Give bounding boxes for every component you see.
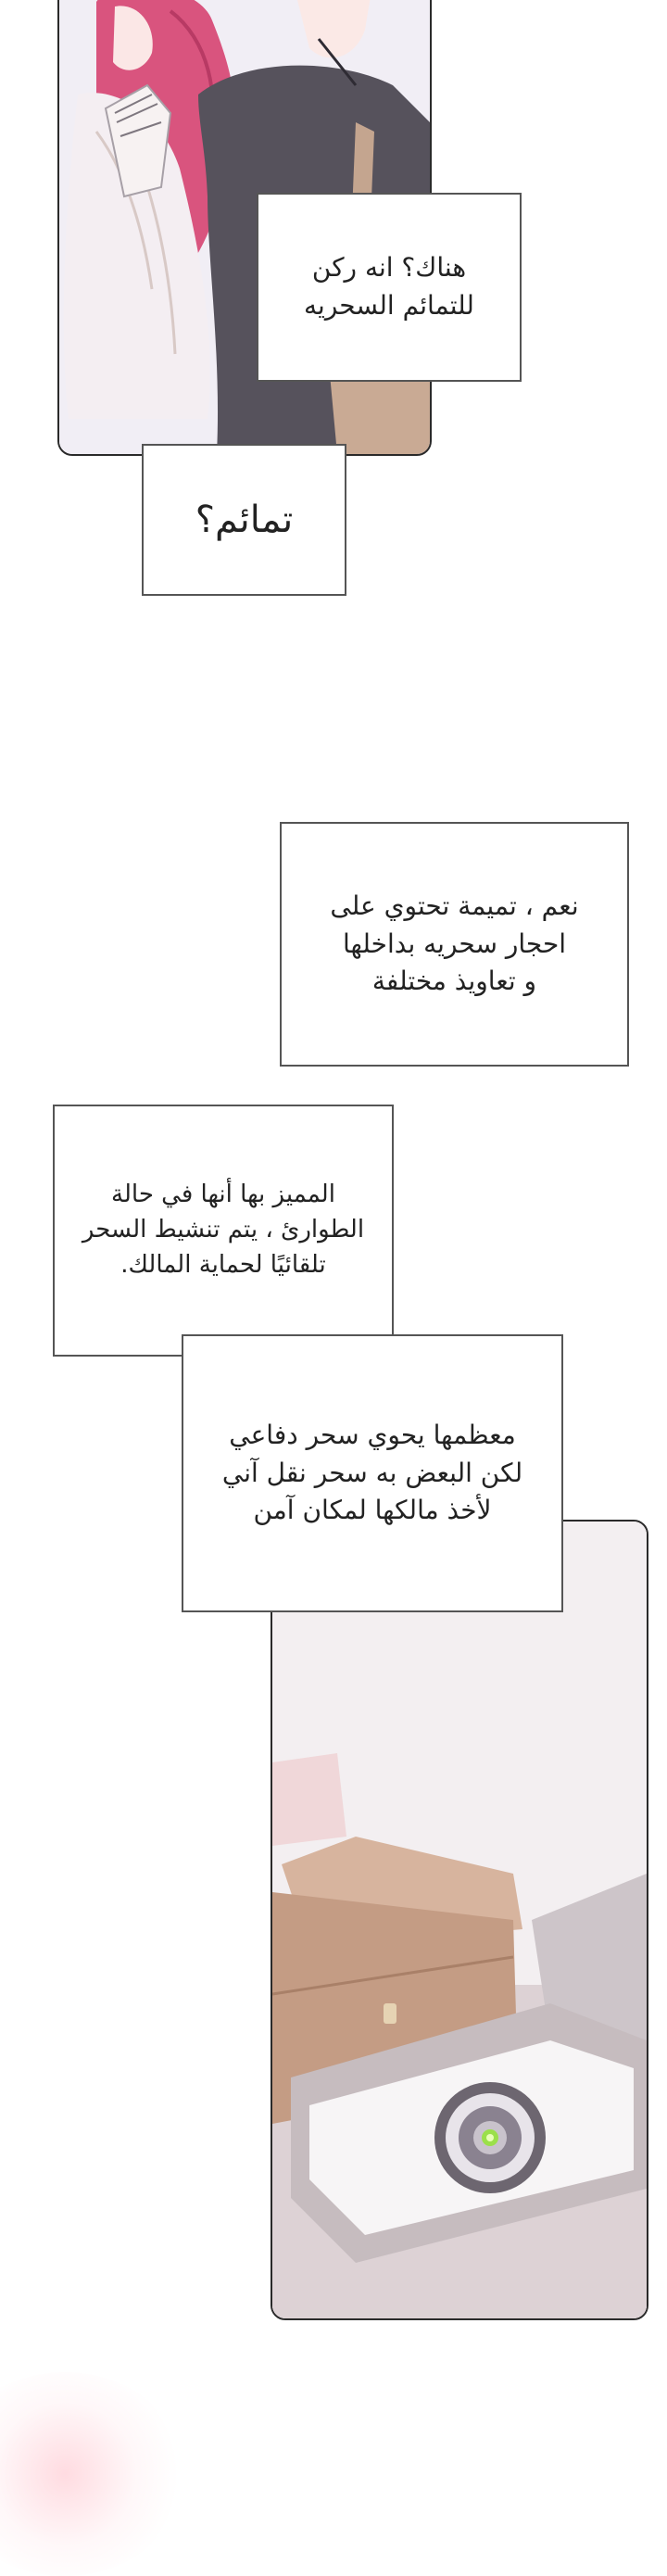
amulet <box>434 2082 546 2193</box>
speech-bubble-explanation <box>280 822 629 1067</box>
pink-glow <box>0 2372 185 2576</box>
speech-bubble-amulets-question <box>142 444 346 596</box>
bubble-text-defensive-magic: معظمها يحوي سحر دفاعي لكن البعض به سحر نقل آني لأخذ مالكها لمكان آمن <box>221 1420 523 1526</box>
back-box <box>272 1753 346 1846</box>
speech-bubble-emergency <box>53 1105 394 1357</box>
speech-bubble-defensive-magic <box>182 1334 563 1612</box>
speech-bubble-amulet-corner <box>257 193 522 382</box>
bubble-text-emergency: المميز بها أنها في حالة الطوارئ ، يتم تنشيط السحر تلقائيًا لحماية المالك. <box>82 1181 365 1279</box>
box-panel <box>271 1520 648 2320</box>
amulet-box-illustration <box>272 1522 647 2318</box>
bubble-text-amulet-corner: هناك؟ انه ركن للتمائم السحريه <box>304 252 474 321</box>
bubble-text-explanation: نعم ، تميمة تحتوي على احجار سحريه بداخلها و تعاويذ مختلفة <box>330 890 579 997</box>
bubble-text-amulets-question: تمائم؟ <box>195 499 294 541</box>
